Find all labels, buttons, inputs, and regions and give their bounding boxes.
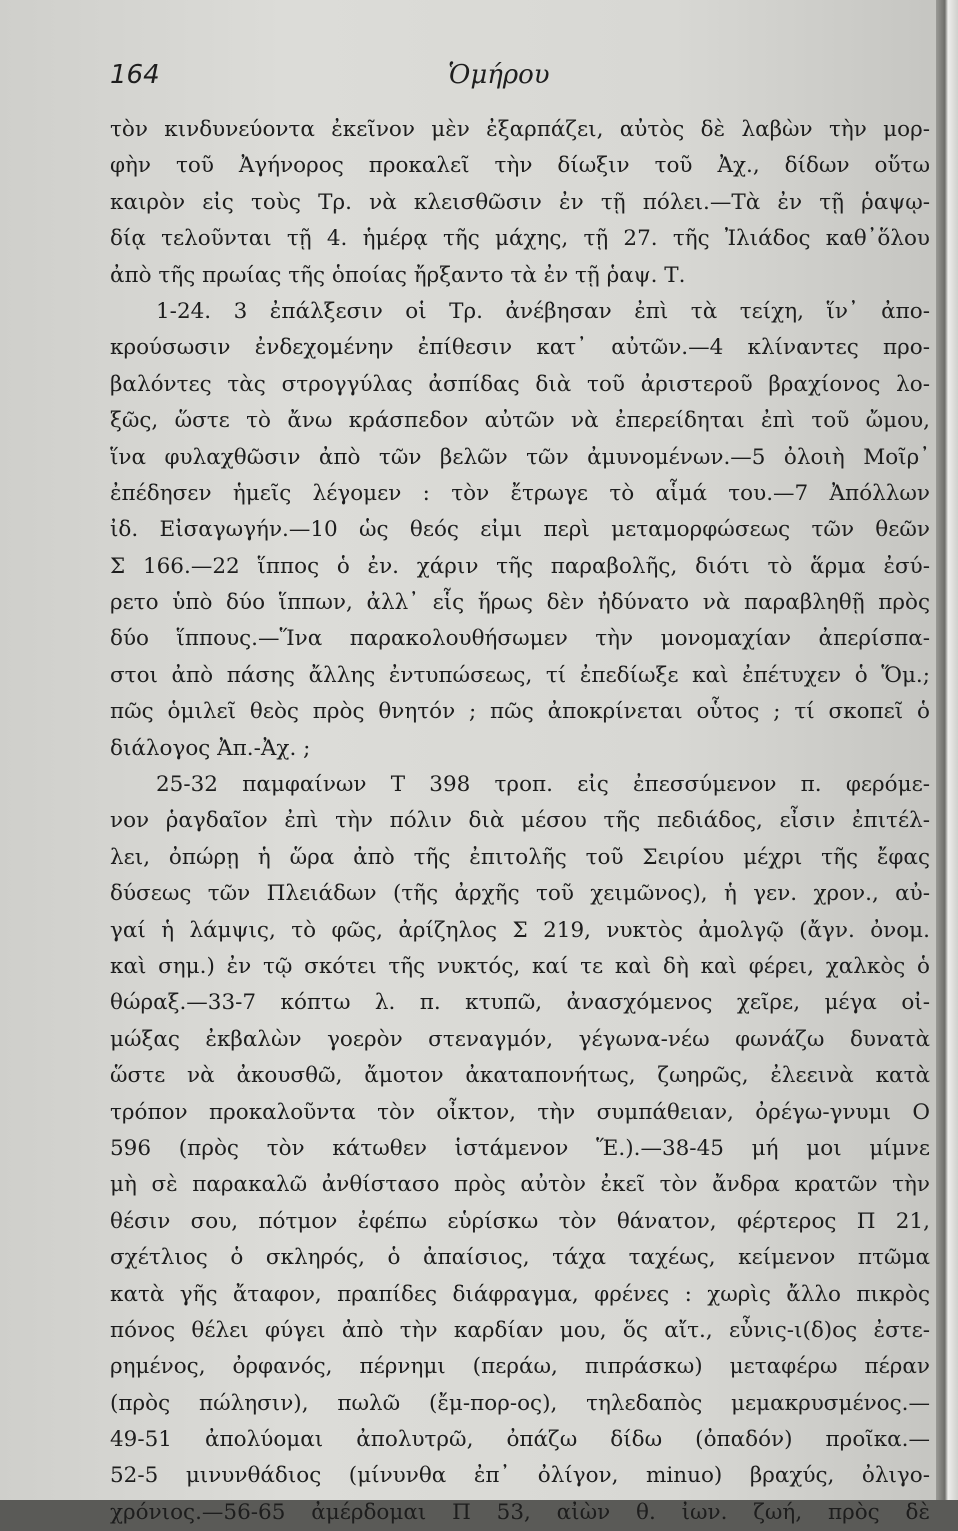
text-line: λει, ὀπώρῃ ἡ ὥρα ἀπὸ τῆς ἐπιτολῆς τοῦ Σειρίου μέχρι τῆς ἔφας xyxy=(110,844,930,870)
text-line: χρόνιος.—56-65 ἀμέρδομαι Π 53, αἰὼν θ. ἰων. ζωή, πρὸς δὲ xyxy=(110,1499,930,1525)
text-line: 52-5 μινυνθάδιος (μίνυνθα ἐπ᾽ ὀλίγον, minuo) βραχύς, ὀλιγο- xyxy=(110,1463,930,1489)
text-line: διάλογος Ἀπ.-Ἀχ. ; xyxy=(110,735,311,761)
text-line: μώξας ἐκβαλὼν γοερὸν στεναγμόν, γέγωνα-νέω φωνάζω δυνατὰ xyxy=(110,1026,930,1052)
text-line: ὥστε νὰ ἀκουσθῶ, ἄμοτον ἀκαταπονήτως, ζωηρῶς, ἐλεεινὰ κατὰ xyxy=(110,1063,930,1089)
text-line: 1-24. 3 ἐπάλξεσιν οἱ Τρ. ἀνέβησαν ἐπὶ τὰ τείχη, ἵν᾽ ἀπο- xyxy=(156,298,930,324)
text-line: βαλόντες τὰς στρογγύλας ἀσπίδας διὰ τοῦ ἀριστεροῦ βραχίονος λο- xyxy=(110,371,930,397)
text-line: δύο ἵππους.—Ἵνα παρακολουθήσωμεν τὴν μονομαχίαν ἀπερίσπα- xyxy=(110,626,930,652)
text-line: ρημένος, ὀρφανός, πέρνημι (περάω, πιπράσκω) μεταφέρω πέραν xyxy=(110,1354,930,1380)
text-line: καιρὸν εἰς τοὺς Τρ. νὰ κλεισθῶσιν ἐν τῇ πόλει.—Τὰ ἐν τῇ ῥαψῳ- xyxy=(110,189,930,215)
text-line: θώραξ.—33-7 κόπτω λ. π. κτυπῶ, ἀνασχόμενος χεῖρε, μέγα οἰ- xyxy=(110,990,930,1016)
text-line: τὸν κινδυνεύοντα ἐκεῖνον μὲν ἐξαρπάζει, αὐτὸς δὲ λαβὼν τὴν μορ- xyxy=(110,117,930,142)
text-line: καὶ σημ.) ἐν τῷ σκότει τῆς νυκτός, καί τε καὶ δὴ καὶ φέρει, χαλκὸς ὁ xyxy=(110,953,930,979)
text-line: ἵνα φυλαχθῶσιν ἀπὸ τῶν βελῶν τῶν ἀμυνομένων.—5 ὀλοιὴ Μοῖρ᾽ xyxy=(110,444,930,470)
text-line: ἐπέδησεν ἡμεῖς λέγομεν : τὸν ἔτρωγε τὸ αἷμά του.—7 Ἀπόλλων xyxy=(110,480,930,506)
page-edge-shadow xyxy=(936,0,958,1500)
text-line: ἀπὸ τῆς πρωίας τῆς ὁποίας ἤρξαντο τὰ ἐν τῇ ῥαψ. Τ. xyxy=(110,262,686,288)
text-line: 596 (πρὸς τὸν κάτωθεν ἱστάμενον Ἕ.).—38-45 μή μοι μίμνε xyxy=(110,1135,930,1161)
text-line: στοι ἀπὸ πάσης ἄλλης ἐντυπώσεως, τί ἐπεδίωξε καὶ ἐπέτυχεν ὁ Ὅμ.; xyxy=(110,662,930,688)
page-number: 164 xyxy=(110,60,160,90)
text-line: θέσιν σου, πότμον ἐφέπω εὑρίσκω τὸν θάνατον, φέρτερος Π 21, xyxy=(110,1208,930,1234)
commentary-text xyxy=(110,112,930,1531)
text-line: νον ῥαγδαῖον ἐπὶ τὴν πόλιν διὰ μέσου τῆς πεδιάδος, εἶσιν ἐπιτέλ- xyxy=(110,808,930,834)
text-line: ρετο ὑπὸ δύο ἵππων, ἀλλ᾽ εἷς ἥρως δὲν ἠδύνατο νὰ παραβληθῇ πρὸς xyxy=(110,590,930,616)
text-line: δύσεως τῶν Πλειάδων (τῆς ἀρχῆς τοῦ χειμῶνος), ἡ γεν. χρον., αὐ- xyxy=(110,881,930,907)
text-line: Σ 166.—22 ἵππος ὁ ἐν. χάριν τῆς παραβολῆς, διότι τὸ ἅρμα ἐσύ- xyxy=(110,553,930,579)
text-line: (πρὸς πώλησιν), πωλῶ (ἔμ-πορ-ος), τηλεδαπὸς μεμακρυσμένος.— xyxy=(110,1390,930,1416)
text-line: σχέτλιος ὁ σκληρός, ὁ ἀπαίσιος, τάχα ταχέως, κείμενον πτῶμα xyxy=(110,1245,930,1271)
text-line: κρούσωσιν ἐνδεχομένην ἐπίθεσιν κατ᾽ αὐτῶν.—4 κλίναντες προ- xyxy=(110,335,930,361)
text-line: 25-32 παμφαίνων Τ 398 τροπ. εἰς ἐπεσσύμενον π. φερόμε- xyxy=(156,772,930,798)
text-line: 49-51 ἀπολύομαι ἀπολυτρῶ, ὀπάζω δίδω (ὀπαδόν) προῖκα.— xyxy=(110,1427,930,1453)
page-header xyxy=(110,60,930,100)
text-line: ξῶς, ὥστε τὸ ἄνω κράσπεδον αὐτῶν νὰ ἐπερείδηται ἐπὶ τοῦ ὤμου, xyxy=(110,408,930,434)
text-line: τρόπον προκαλοῦντα τὸν οἶκτον, τὴν συμπάθειαν, ὀρέγω-γνυμι Ο xyxy=(110,1099,930,1125)
text-line: μὴ σὲ παρακαλῶ ἀνθίστασο πρὸς αὐτὸν ἐκεῖ τὸν ἄνδρα κρατῶν τὴν xyxy=(110,1172,930,1198)
text-line: πῶς ὁμιλεῖ θεὸς πρὸς θνητόν ; πῶς ἀποκρίνεται οὗτος ; τί σκοπεῖ ὁ xyxy=(110,699,930,725)
text-line: γαί ἡ λάμψις, τὸ φῶς, ἀρίζηλος Σ 219, νυκτὸς ἀμολγῷ (ἄγν. ὀνομ. xyxy=(110,917,930,943)
text-line: ἰδ. Εἰσαγωγήν.—10 ὡς θεός εἰμι περὶ μεταμορφώσεως τῶν θεῶν xyxy=(110,517,930,543)
text-line: δίᾳ τελοῦνται τῇ 4. ἡμέρᾳ τῆς μάχης, τῇ 27. τῆς Ἰλιάδος καθ᾽ὅλου xyxy=(110,226,930,252)
running-title: Ὁμήρου xyxy=(448,60,550,90)
text-line: φὴν τοῦ Ἀγήνορος προκαλεῖ τὴν δίωξιν τοῦ Ἀχ., δίδων οὕτω xyxy=(110,153,930,179)
text-line: κατὰ γῆς ἄταφον, πραπίδες διάφραγμα, φρένες : χωρὶς ἄλλο πικρὸς xyxy=(110,1281,930,1307)
text-line: πόνος θέλει φύγει ἀπὸ τὴν καρδίαν μου, ὅς αἴτ., εὖνις-ι(δ)ος ἐστε- xyxy=(110,1317,930,1343)
